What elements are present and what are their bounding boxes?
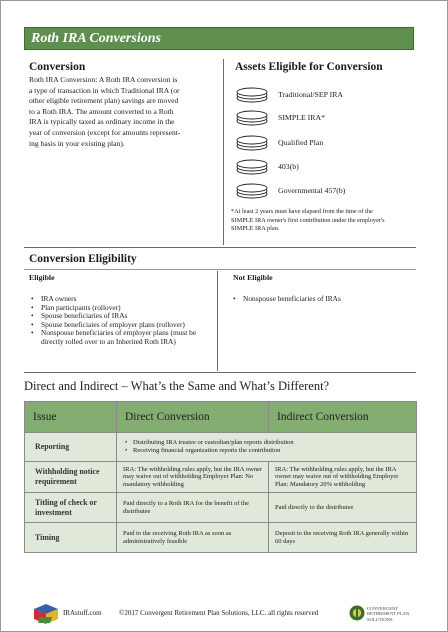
footer-url[interactable]: IRAstuff.com [63, 609, 102, 617]
conversion-line: ing basis in your existing plan). [29, 138, 125, 148]
footnote-line: SIMPLE IRA owner's first contribution under the employer's [231, 216, 385, 224]
eligible-list [29, 295, 209, 347]
table-row [25, 433, 417, 462]
footnote-line: *At least 2 years must have elapsed from the time of the [231, 208, 373, 215]
list-item: • Plan participants (rollover) [29, 304, 209, 313]
table-row [25, 493, 417, 523]
direct-cell: IRA: The withholding rules apply, but the IRA owner may waive out of withholding Employer Plan: No mandatory withholding [117, 462, 269, 493]
footer-copyright: ©2017 Convergent Retirement Plan Solutions, LLC. all rights reserved [119, 609, 319, 617]
asset-item [235, 135, 415, 151]
asset-label: SIMPLE IRA* [278, 113, 326, 122]
list-item: • Spouse beneficiaies of employer plans (rollover) [29, 321, 209, 330]
list-item: • Nonspouse beneficiaries of employer plans (must be directly rolled over to an Inherited Roth IRA) [29, 329, 209, 346]
conversion-line: a type of transaction in which Traditional IRA (or [29, 85, 180, 95]
asset-item [235, 110, 415, 126]
ira-stuff-logo [32, 603, 60, 625]
coin-stack-icon [235, 87, 269, 103]
list-item: • IRA owners [29, 295, 209, 304]
asset-item [235, 87, 415, 103]
issue-cell: Titling of check or investment [25, 493, 117, 523]
brand-line: RETIREMENT PLAN SOLUTIONS [367, 611, 410, 622]
title-bar [24, 27, 414, 50]
coin-stack-icon [235, 183, 269, 199]
issue-cell: Timing [25, 523, 117, 553]
simple-ira-footnote [231, 208, 421, 234]
conversion-line: year of conversion (except for amounts represent- [29, 127, 181, 137]
conversion-line: to a Roth IRA. The amount converted to a Roth [29, 106, 174, 116]
page-title: Roth IRA Conversions [31, 31, 161, 46]
issue-cell: Withholding notice requirement [25, 462, 117, 493]
direct-cell: Paid to the receiving Roth IRA as soon as administratively feasible [117, 523, 269, 553]
not-eligible-label: Not Eligible [233, 273, 273, 282]
conversion-line: IRA is typically taxed as ordinary income in the [29, 117, 175, 127]
asset-label: Governmental 457(b) [278, 186, 346, 195]
eligibility-divider [217, 271, 218, 371]
indirect-cell: IRA: The withholding rules apply, but the IRA owner may waive out of withholding Employer Plan: Mandatory 20% withholding [269, 462, 417, 493]
coin-stack-icon [235, 110, 269, 126]
indirect-cell: Deposit to the receiving Roth IRA generally within 60 days [269, 523, 417, 553]
list-item: • Spouse beneficiaries of IRAs [29, 312, 209, 321]
convergent-logo [349, 604, 365, 622]
comparison-heading: Direct and Indirect – What’s the Same and What’s Different? [24, 379, 330, 393]
list-item: • Nonspouse beneficiaries of IRAs [231, 295, 411, 304]
issue-cell: Reporting [25, 433, 117, 462]
coin-stack-icon [235, 135, 269, 151]
conversion-line: other eligible retirement plan) savings are moved [29, 96, 179, 106]
section-divider [24, 372, 416, 373]
indirect-cell: Paid directly to the distributee [269, 493, 417, 523]
conversion-line: Roth IRA Conversion: A Roth IRA conversion is [29, 75, 178, 84]
assets-heading: Assets Eligible for Conversion [235, 61, 383, 73]
table-row [25, 523, 417, 553]
eligibility-heading: Conversion Eligibility [29, 253, 137, 265]
brand-line: CONVERGENT [367, 606, 399, 611]
conversion-text [29, 75, 219, 149]
coin-stack-icon [235, 159, 269, 175]
section-divider [24, 247, 416, 248]
footnote-line: SIMPLE IRA plan. [231, 225, 280, 232]
comparison-table [24, 401, 417, 553]
asset-item [235, 183, 415, 199]
column-header-direct: Direct Conversion [117, 402, 269, 433]
list-item: • Distributing IRA trustee or custodian/plan reports distribution [123, 439, 410, 447]
asset-label: 403(b) [278, 162, 299, 171]
table-header-row [25, 402, 417, 433]
column-header-indirect: Indirect Conversion [269, 402, 417, 433]
shared-cell [117, 433, 417, 462]
vertical-divider [223, 59, 224, 245]
list-item: • Receiving financial organization reports the contribution [123, 447, 410, 455]
asset-item [235, 159, 415, 175]
column-header-issue: Issue [25, 402, 117, 433]
table-row [25, 462, 417, 493]
not-eligible-list [231, 295, 411, 304]
asset-label: Qualified Plan [278, 138, 324, 147]
convergent-wordmark [367, 606, 419, 622]
direct-cell: Paid directly to a Roth IRA for the benefit of the distributee [117, 493, 269, 523]
conversion-heading: Conversion [29, 61, 86, 73]
eligibility-rule [24, 269, 416, 270]
asset-label: Traditional/SEP IRA [278, 90, 344, 99]
eligible-label: Eligible [29, 273, 55, 282]
